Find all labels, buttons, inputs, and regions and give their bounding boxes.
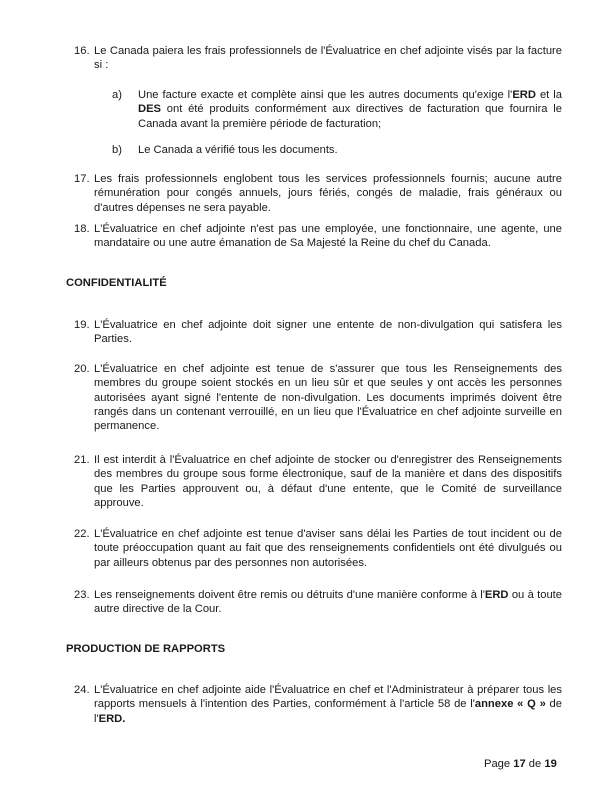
text-run: Les renseignements doivent être remis ou détruits d'une manière conforme à l' [94,589,485,601]
clause-text: L'Évaluatrice en chef adjointe n'est pas une employée, une fonctionnaire, une agente, une mandataire ou une autre émanation de Sa Majesté la Reine du chef du Canada. [94,223,562,250]
clause-text: L'Évaluatrice en chef adjointe est tenue de s'assurer que tous les Renseignements des membres du groupe soient stockés en un lieu sûr et que seules y ont accès les personnes autorisées ayant signé l'entente de non-divulgation. Les documents imprimés doivent être rangés dans un contenant verrouillé, en un lieu que l'Évaluatrice en chef adjointe surveille en permanence. [94,363,562,433]
text-run: et la [535,89,563,101]
clause-20 [74,362,562,433]
clause-text: L'Évaluatrice en chef adjointe est tenue d'aviser sans délai les Parties de tout incident ou de toute préoccupation quant au fait que des renseignements confidentiels ont été divulgués ou par ailleurs obtenus par des personnes non autorisées. [94,528,562,569]
bold-term: DES [138,103,162,116]
page-number-footer [484,757,557,771]
section-heading-confidentialite: CONFIDENTIALITÉ [66,277,167,289]
bold-term: ERD. [98,712,126,725]
text-run: ou à toute autre directive de la Cour. [94,589,562,616]
text-run: de l' [94,698,562,725]
sub-clause-text [138,88,562,131]
current-page: 17 [513,758,526,770]
clause-24 [74,683,562,726]
clause-text: Il est interdit à l'Évaluatrice en chef adjointe de stocker ou d'enregistrer des Renseignements des membres du groupe sous forme électronique, sauf de la manière et dans des dispositifs que les Parties approuvent ou, à défaut d'une entente, que le Comité de surveillance approuve. [94,454,562,509]
sub-clause-text: Le Canada a vérifié tous les documents. [138,144,338,156]
clause-22 [74,527,562,570]
clause-number: 20. [74,363,90,375]
text-run: ont été produits conformément aux directives de facturation que fournira le Canada avant la première période de facturation; [138,103,562,130]
clause-number: 24. [74,684,90,696]
text-run: Page [484,758,514,770]
clause-19 [74,318,562,347]
sub-clause-label: a) [112,89,122,101]
clause-text: L'Évaluatrice en chef adjointe doit signer une entente de non-divulgation qui satisfera les Parties. [94,319,562,346]
clause-number: 16. [74,45,90,57]
clause-number: 23. [74,589,90,601]
clause-16 [74,44,562,73]
clause-text [94,588,562,617]
bold-term: ERD [512,89,536,101]
bold-term: ERD [484,589,509,601]
clause-text: Le Canada paiera les frais professionnels de l'Évaluatrice en chef adjointe visés par la facture si : [94,45,562,72]
total-pages: 19 [544,758,557,770]
text-run: L'Évaluatrice en chef adjointe aide l'Évaluatrice en chef et l'Administrateur à préparer tous les rapports mensuels à l'intention des Parties, conformément à l'article 58 de l' [94,684,562,711]
clause-number: 22. [74,528,90,540]
clause-number: 21. [74,454,90,466]
clause-text: Les frais professionnels englobent tous les services professionnels fournis; aucune autre rémunération pour congés annuels, jours fériés, congés de maladie, frais généraux ou d'autres dépenses ne sera payable. [94,173,562,214]
bold-term: annexe « Q » [474,698,546,711]
sub-clause-label: b) [112,144,122,156]
clause-18 [74,222,562,251]
clause-number: 17. [74,173,90,185]
clause-23 [74,588,562,617]
clause-21 [74,453,562,510]
clause-16-a [112,88,562,131]
clause-number: 19. [74,319,90,331]
clause-number: 18. [74,223,90,235]
text-run: de [525,758,545,770]
section-heading-production-de-rapports: PRODUCTION DE RAPPORTS [66,643,226,655]
clause-text [94,683,562,726]
clause-16-b [112,143,562,157]
text-run: Une facture exacte et complète ainsi que les autres documents qu'exige l' [138,89,513,101]
clause-17 [74,172,562,215]
